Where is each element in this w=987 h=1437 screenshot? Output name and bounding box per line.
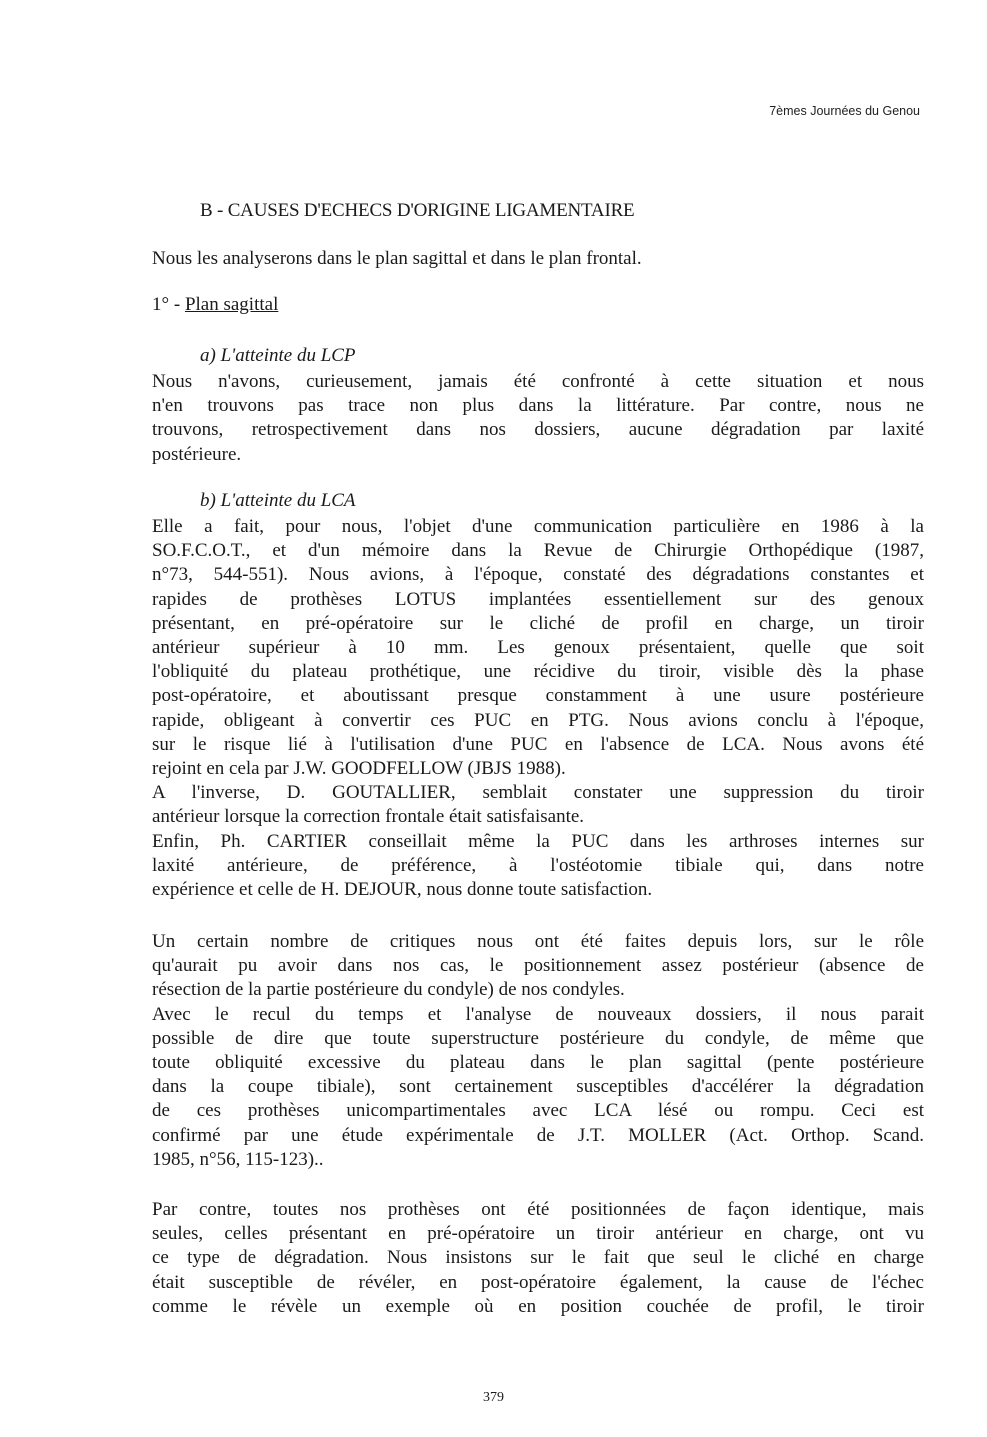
text-line: Elle a fait, pour nous, l'objet d'une communication particulière en 1986 à la xyxy=(152,516,924,537)
text-line: confirmé par une étude expérimentale de J.T. MOLLER (Act. Orthop. Scand. xyxy=(152,1124,924,1146)
text-line: Nous n'avons, curieusement, jamais été confronté à cette situation et nous xyxy=(152,371,924,392)
section-title: B - CAUSES D'ECHECS D'ORIGINE LIGAMENTAIRE xyxy=(200,200,635,221)
text-line: post-opératoire, et aboutissant presque constamment à une usure postérieure xyxy=(152,685,924,707)
text-line: postérieure. xyxy=(152,443,242,465)
page-number: 379 xyxy=(483,1390,504,1405)
text-line: l'obliquité du plateau prothétique, une récidive du tiroir, visible dès la phase xyxy=(152,661,924,683)
text-line: résection de la partie postérieure du condyle) de nos condyles. xyxy=(152,979,625,1001)
text-line: toute obliquité excessive du plateau dans le plan sagittal (pente postérieure xyxy=(152,1052,924,1074)
subsection-b-heading: b) L'atteinte du LCA xyxy=(200,490,356,511)
text-line: antérieur supérieur à 10 mm. Les genoux présentaient, quelle que soit xyxy=(152,637,924,659)
intro-paragraph xyxy=(152,247,924,271)
text-line: n°73, 544-551). Nous avions, à l'époque, constaté des dégradations constantes et xyxy=(152,564,924,586)
subsection-a-paragraph xyxy=(152,370,924,467)
plan-heading xyxy=(152,294,278,316)
text-line: comme le révèle un exemple où en position couchée de profil, le tiroir xyxy=(152,1295,924,1317)
text-line: trouvons, retrospectivement dans nos dossiers, aucune dégradation par laxité xyxy=(152,419,924,441)
text-line: possible de dire que toute superstructure postérieure du condyle, de même que xyxy=(152,1027,924,1049)
text-line: laxité antérieure, de préférence, à l'ostéotomie tibiale qui, dans notre xyxy=(152,854,924,876)
text-line: expérience et celle de H. DEJOUR, nous donne toute satisfaction. xyxy=(152,879,653,901)
text-line: sur le risque lié à l'utilisation d'une PUC en l'absence de LCA. Nous avons été xyxy=(152,733,924,755)
text-line: était susceptible de révéler, en post-opératoire également, la cause de l'échec xyxy=(152,1271,924,1293)
text-line: A l'inverse, D. GOUTALLIER, semblait constater une suppression du tiroir xyxy=(152,782,924,804)
plan-heading-prefix: 1° - xyxy=(152,294,185,315)
text-line: présentant, en pré-opératoire sur le cliché de profil en charge, un tiroir xyxy=(152,612,924,634)
text-line: rejoint en cela par J.W. GOODFELLOW (JBJS 1988). xyxy=(152,758,566,780)
text-line: SO.F.C.O.T., et d'un mémoire dans la Revue de Chirurgie Orthopédique (1987, xyxy=(152,540,924,562)
text-line: dans la coupe tibiale), sont certainement susceptibles d'accélérer la dégradation xyxy=(152,1076,924,1098)
plan-heading-label: Plan sagittal xyxy=(184,294,279,315)
text-line: antérieur lorsque la correction frontale était satisfaisante. xyxy=(152,806,585,828)
intro-line: Nous les analyserons dans le plan sagittal et dans le plan frontal. xyxy=(152,248,642,269)
text-line: Enfin, Ph. CARTIER conseillait même la PUC dans les arthroses internes sur xyxy=(152,830,924,852)
text-line: qu'aurait pu avoir dans nos cas, le positionnement assez postérieur (absence de xyxy=(152,955,924,977)
text-line: de ces prothèses unicompartimentales avec LCA lésé ou rompu. Ceci est xyxy=(152,1100,924,1122)
par-contre-paragraph xyxy=(152,1198,924,1319)
text-line: rapides de prothèses LOTUS implantées essentiellement sur des genoux xyxy=(152,588,924,610)
running-header: 7èmes Journées du Genou xyxy=(769,104,920,118)
subsection-a-heading: a) L'atteinte du LCP xyxy=(200,345,356,366)
text-line: seules, celles présentant en pré-opératoire un tiroir antérieur en charge, ont vu xyxy=(152,1223,924,1245)
text-line: 1985, n°56, 115-123).. xyxy=(152,1148,324,1170)
text-line: ce type de dégradation. Nous insistons sur le fait que seul le cliché en charge xyxy=(152,1247,924,1269)
text-line: Avec le recul du temps et l'analyse de nouveaux dossiers, il nous parait xyxy=(152,1003,924,1025)
subsection-b-paragraph xyxy=(152,515,924,902)
text-line: Un certain nombre de critiques nous ont été faites depuis lors, sur le rôle xyxy=(152,931,924,952)
text-line: rapide, obligeant à convertir ces PUC en PTG. Nous avions conclu à l'époque, xyxy=(152,709,924,731)
text-line: n'en trouvons pas trace non plus dans la littérature. Par contre, nous ne xyxy=(152,395,924,417)
critiques-paragraph xyxy=(152,930,924,1172)
text-line: Par contre, toutes nos prothèses ont été positionnées de façon identique, mais xyxy=(152,1199,924,1220)
